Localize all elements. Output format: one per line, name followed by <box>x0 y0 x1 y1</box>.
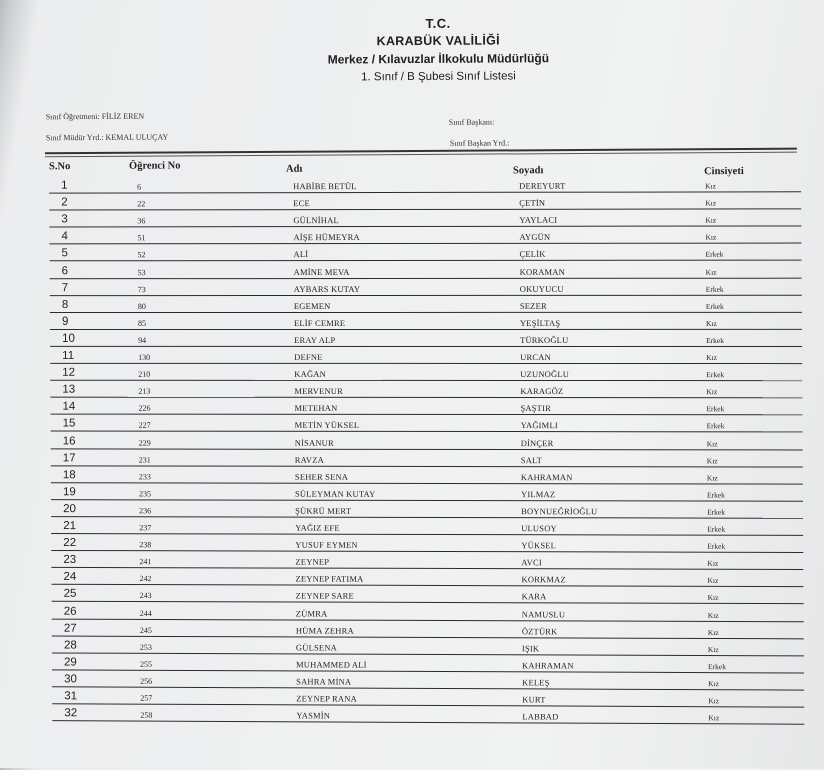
row-sno: 19 <box>62 486 76 499</box>
table-row <box>50 296 802 313</box>
table-row <box>50 278 802 295</box>
row-gender: Kız <box>707 558 719 568</box>
row-student-no: 243 <box>139 591 152 601</box>
row-surname: ŞAŞTIR <box>520 403 551 414</box>
row-surname: BOYNUEĞRİOĞLU <box>521 506 598 517</box>
row-name: AİŞE HÜMEYRA <box>293 232 360 243</box>
row-student-no: 80 <box>137 301 146 311</box>
row-gender: Erkek <box>705 284 724 294</box>
row-name: ZÜMRA <box>295 607 328 619</box>
row-sno: 31 <box>64 690 78 703</box>
row-student-no: 235 <box>138 489 152 499</box>
row-surname: DEREYURT <box>519 180 566 191</box>
row-sno: 10 <box>62 332 75 345</box>
row-name: ELİF CEMRE <box>293 317 346 328</box>
row-gender: Erkek <box>706 335 724 345</box>
row-surname: KAHRAMAN <box>520 471 573 482</box>
row-surname: KURT <box>522 694 546 705</box>
row-student-no: 237 <box>139 523 152 533</box>
row-gender: Kız <box>705 318 717 328</box>
row-gender: Erkek <box>707 507 726 517</box>
row-gender: Kız <box>707 593 719 603</box>
row-name: MUHAMMED ALİ <box>296 659 367 670</box>
row-sno: 16 <box>62 434 76 447</box>
row-name: GÜLNİHAL <box>293 215 339 226</box>
row-name: RAVZA <box>294 454 324 465</box>
row-surname: KORKMAZ <box>521 574 566 585</box>
row-name: KAĞAN <box>294 368 326 379</box>
row-surname: OKUYUCU <box>519 283 564 294</box>
row-student-no: 244 <box>139 608 152 618</box>
row-gender: Kız <box>708 713 720 723</box>
table-row <box>52 602 804 622</box>
row-surname: KELEŞ <box>522 677 550 688</box>
row-gender: Kız <box>706 438 718 448</box>
row-name: GÜLSENA <box>295 642 338 653</box>
row-surname: TÜRKOĞLU <box>520 334 569 345</box>
row-sno: 4 <box>61 230 68 243</box>
row-sno: 13 <box>62 383 76 396</box>
header-student-no: Öğrenci No <box>128 160 181 172</box>
row-student-no: 85 <box>137 318 146 328</box>
row-gender: Kız <box>705 215 717 225</box>
row-surname: YAYLACI <box>519 214 558 226</box>
row-sno: 17 <box>62 451 76 464</box>
table-row <box>50 381 802 399</box>
row-sno: 25 <box>63 588 77 601</box>
row-sno: 24 <box>63 571 77 584</box>
row-student-no: 6 <box>137 182 142 192</box>
row-sno: 20 <box>63 503 76 516</box>
row-student-no: 236 <box>139 506 152 516</box>
row-student-no: 245 <box>139 625 152 635</box>
row-student-no: 22 <box>137 199 146 209</box>
row-surname: KARA <box>521 591 547 602</box>
table-row <box>49 175 801 193</box>
row-name: ERAY ALP <box>294 334 336 345</box>
row-student-no: 241 <box>139 557 152 567</box>
row-name: ECE <box>293 198 310 209</box>
table-row <box>52 585 804 604</box>
table-row <box>50 313 802 330</box>
row-sno: 9 <box>61 315 69 328</box>
row-sno: 5 <box>61 247 68 260</box>
row-surname: IŞIK <box>521 642 540 654</box>
row-sno: 21 <box>63 520 77 533</box>
row-sno: 11 <box>62 349 75 362</box>
table-row <box>50 347 802 364</box>
row-name: ZEYNEP SARE <box>295 590 354 602</box>
row-gender: Kız <box>707 610 719 620</box>
row-surname: KAHRAMAN <box>522 660 574 671</box>
row-sno: 1 <box>61 179 68 192</box>
row-name: YAĞIZ EFE <box>295 522 340 533</box>
row-surname: KORAMAN <box>519 266 565 277</box>
row-student-no: 94 <box>138 335 147 345</box>
header-tc: T.C. <box>425 15 451 31</box>
row-sno: 27 <box>63 622 77 635</box>
row-surname: LABBAD <box>522 711 559 722</box>
row-student-no: 229 <box>138 438 151 448</box>
table-row <box>50 398 802 416</box>
row-sno: 29 <box>64 656 77 669</box>
row-surname: SEZER <box>519 300 547 311</box>
table-row <box>51 449 803 467</box>
row-gender: Kız <box>706 455 718 466</box>
row-name: SÜLEYMAN KUTAY <box>294 488 376 499</box>
class-teacher: Sınıf Öğretmeni: FİLİZ EREN <box>45 111 145 122</box>
row-student-no: 256 <box>140 676 153 686</box>
row-name: METİN YÜKSEL <box>294 420 360 431</box>
table-row <box>51 466 803 484</box>
row-gender: Erkek <box>708 661 726 671</box>
row-student-no: 51 <box>137 233 146 243</box>
row-surname: DİNÇER <box>520 437 554 448</box>
row-student-no: 52 <box>137 250 146 260</box>
table-row <box>51 517 803 536</box>
row-gender: Kız <box>706 473 718 483</box>
row-student-no: 233 <box>138 472 151 482</box>
row-student-no: 238 <box>139 540 152 550</box>
class-president-vice: Sınıf Başkan Yrd.: <box>449 138 510 148</box>
row-name: ZEYNEP <box>295 556 330 567</box>
table-row <box>50 261 802 279</box>
row-surname: AVCI <box>521 557 542 568</box>
row-gender: Kız <box>705 267 717 277</box>
row-gender: Erkek <box>707 524 726 534</box>
row-name: AYBARS KUTAY <box>293 283 361 294</box>
row-surname: ULUSOY <box>521 523 557 534</box>
row-gender: Erkek <box>705 250 724 260</box>
row-sno: 6 <box>61 264 69 277</box>
row-sno: 3 <box>61 213 68 226</box>
row-surname: YAĞIMLI <box>520 420 558 431</box>
row-gender: Kız <box>706 387 718 397</box>
row-student-no: 130 <box>138 352 151 362</box>
header-gender: Cinsiyeti <box>704 166 744 178</box>
row-sno: 28 <box>63 639 77 652</box>
table-row <box>51 432 803 450</box>
table-row <box>51 500 803 519</box>
row-student-no: 36 <box>137 216 146 226</box>
row-student-no: 53 <box>137 267 146 277</box>
row-student-no: 257 <box>140 693 153 703</box>
header-name: Adı <box>285 163 303 175</box>
row-student-no: 226 <box>138 403 151 413</box>
row-name: ALİ <box>293 249 309 260</box>
row-surname: ÇELİK <box>519 249 546 260</box>
row-name: SAHRA MİNA <box>296 676 352 687</box>
row-gender: Erkek <box>706 421 725 431</box>
row-name: HABİBE BETÜL <box>293 181 357 192</box>
row-sno: 12 <box>62 366 76 379</box>
row-surname: URCAN <box>520 351 551 362</box>
row-surname: YILMAZ <box>520 488 556 499</box>
row-name: YASMİN <box>296 710 331 721</box>
table-row <box>50 244 802 262</box>
row-student-no: 213 <box>138 386 151 396</box>
header-class-list: 1. Sınıf / B Şubesi Sınıf Listesi <box>361 70 516 84</box>
row-surname: SALT <box>520 454 543 465</box>
row-surname: YEŞİLTAŞ <box>519 317 561 328</box>
row-name: METEHAN <box>294 403 338 414</box>
class-president: Sınıf Başkanı: <box>448 117 495 127</box>
row-surname: KARAGÖZ <box>520 386 564 397</box>
row-student-no: 227 <box>138 420 151 431</box>
class-list-document <box>8 0 824 770</box>
row-surname: ÇETİN <box>519 197 546 208</box>
row-surname: NAMUSLU <box>521 608 566 619</box>
table-row <box>52 704 804 725</box>
row-sno: 7 <box>61 281 69 294</box>
row-surname: YÜKSEL <box>521 540 557 551</box>
table-row <box>51 415 803 433</box>
row-student-no: 242 <box>139 574 152 584</box>
table-row <box>51 483 803 502</box>
row-sno: 8 <box>61 298 69 311</box>
row-gender: Kız <box>705 232 717 242</box>
row-sno: 2 <box>61 196 68 209</box>
table-row <box>51 534 803 553</box>
row-gender: Erkek <box>706 404 725 414</box>
row-student-no: 258 <box>140 710 153 720</box>
header-surname: Soyadı <box>513 165 544 177</box>
row-name: HÜMA ZEHRA <box>295 625 354 636</box>
row-student-no: 255 <box>140 659 153 669</box>
row-name: EGEMEN <box>293 300 331 311</box>
row-sno: 15 <box>62 417 76 430</box>
row-surname: AYGÜN <box>519 232 551 243</box>
row-gender: Kız <box>707 644 719 654</box>
table-row <box>49 227 801 245</box>
row-gender: Kız <box>708 679 720 689</box>
row-gender: Erkek <box>707 541 726 551</box>
row-name: ZEYNEP RANA <box>296 693 357 704</box>
row-gender: Kız <box>705 198 717 208</box>
row-name: YUSUF EYMEN <box>295 539 358 550</box>
row-gender: Kız <box>708 696 720 706</box>
row-sno: 32 <box>64 707 78 720</box>
row-name: ZEYNEP FATIMA <box>295 573 364 585</box>
row-name: DEFNE <box>294 351 323 362</box>
row-surname: ÖZTÜRK <box>521 625 558 637</box>
row-gender: Erkek <box>705 301 724 311</box>
row-name: SEHER SENA <box>294 471 349 482</box>
header-governorship: KARABÜK VALİLİĞİ <box>376 33 500 49</box>
table-row <box>50 330 802 347</box>
row-name: NİSANUR <box>294 437 334 448</box>
header-school: Merkez / Kılavuzlar İlkokulu Müdürlüğü <box>327 51 550 67</box>
row-gender: Kız <box>707 576 719 586</box>
row-name: AMİNE MEVA <box>293 266 350 277</box>
row-student-no: 231 <box>138 455 151 465</box>
row-sno: 30 <box>64 673 77 686</box>
vice-principal: Sınıf Müdür Yrd.: KEMAL ULUÇAY <box>45 132 169 143</box>
row-gender: Erkek <box>706 490 725 500</box>
row-sno: 18 <box>62 468 76 481</box>
row-surname: UZUNOĞLU <box>520 369 570 380</box>
row-student-no: 210 <box>138 369 151 379</box>
row-gender: Kız <box>706 353 718 363</box>
row-name: MERVENUR <box>294 386 344 397</box>
row-name: ŞÜKRÜ MERT <box>295 505 352 516</box>
row-gender: Erkek <box>706 370 725 380</box>
table-row <box>49 210 801 228</box>
table-row <box>50 364 802 381</box>
row-gender: Kız <box>705 181 716 191</box>
row-gender: Kız <box>707 627 719 637</box>
row-sno: 23 <box>63 554 77 567</box>
table-row <box>49 192 801 210</box>
row-student-no: 73 <box>137 284 146 294</box>
row-student-no: 253 <box>139 642 152 652</box>
row-sno: 22 <box>63 537 77 550</box>
row-sno: 26 <box>63 605 77 618</box>
row-sno: 14 <box>62 400 76 413</box>
header-sno: S.No <box>48 161 71 173</box>
